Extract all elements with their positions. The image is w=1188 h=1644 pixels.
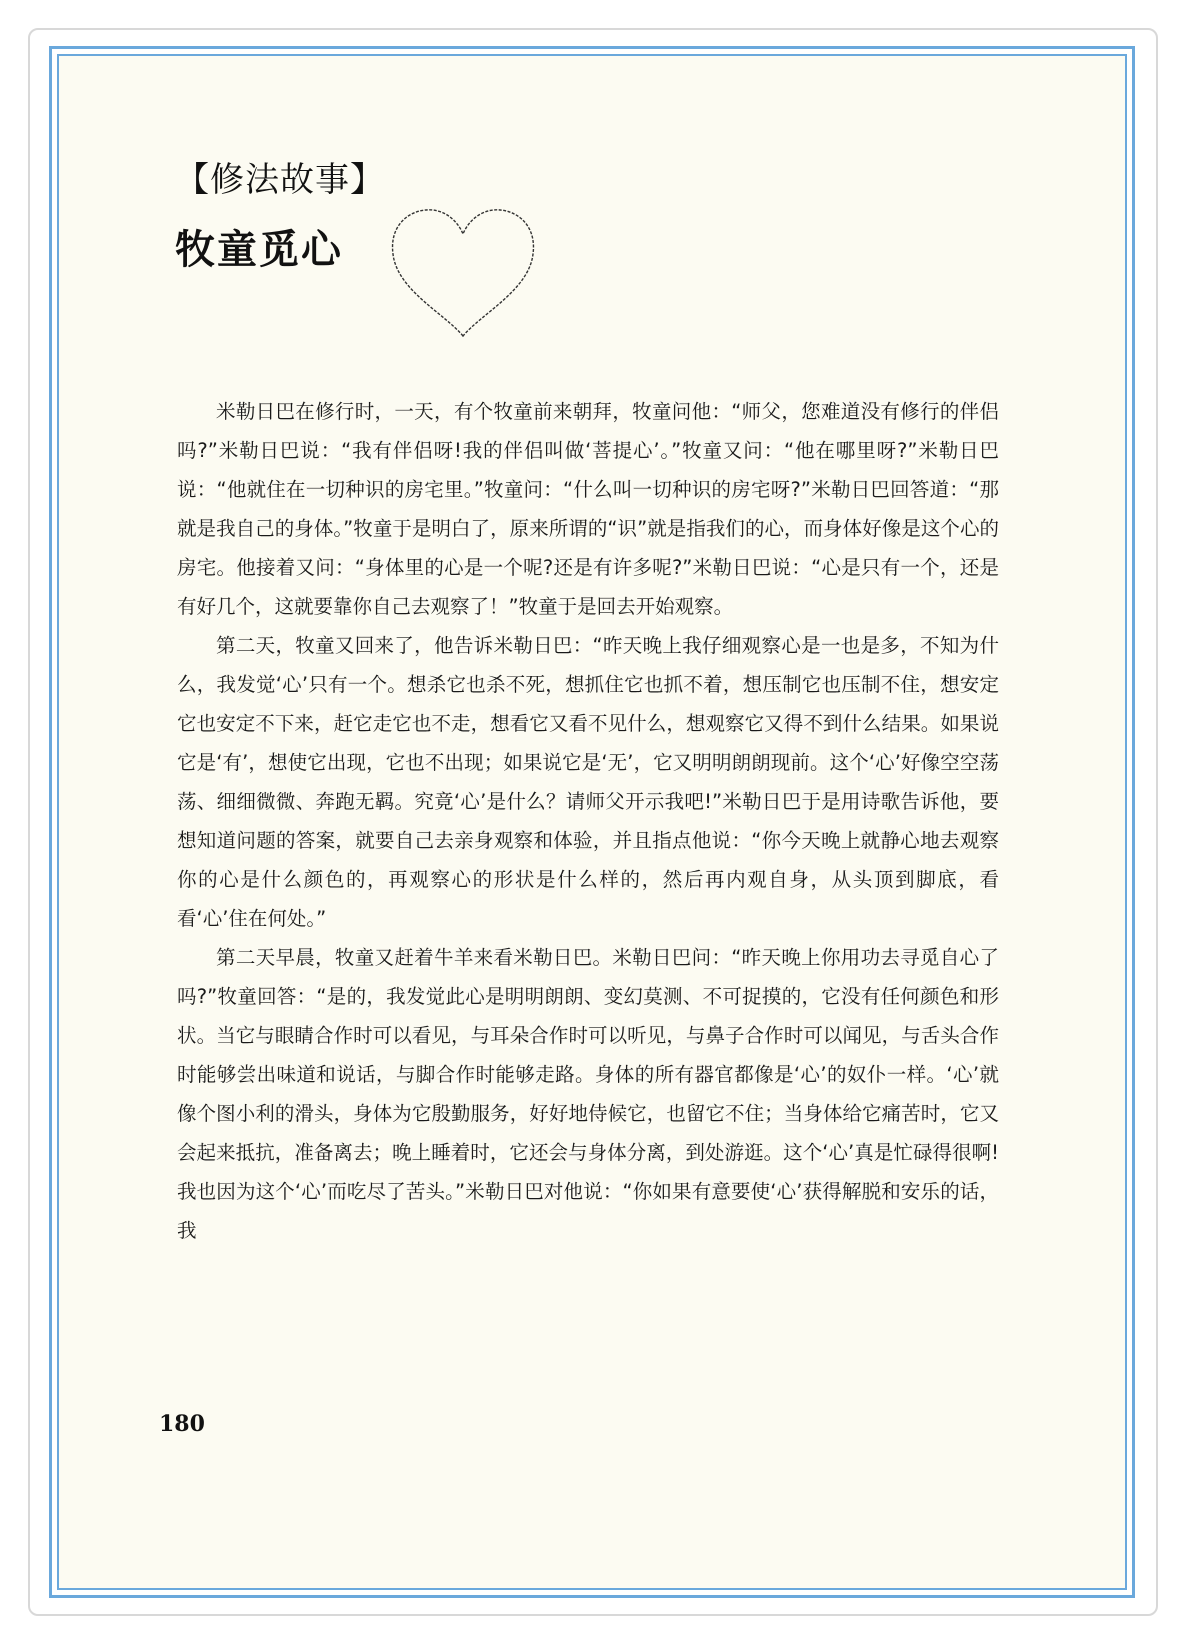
page-content xyxy=(57,54,1127,1590)
story-body xyxy=(177,392,999,1250)
paragraph-2: 第二天，牧童又回来了，他告诉米勒日巴：“昨天晚上我仔细观察心是一也是多，不知为什么，我发觉‘心’只有一个。想杀它也杀不死，想抓住它也抓不着，想压制它也压制不住，想安定它也安定不下来，赶它走它也不走，想看它又看不见什么，想观察它又得不到什么结果。如果说它是‘有’，想使它出现，它也不出现；如果说它是‘无’，它又明明朗朗现前。这个‘心’好像空空荡荡、细细微微、奔跑无羁。究竟‘心’是什么？请师父开示我吧!”米勒日巴于是用诗歌告诉他，要想知道问题的答案，就要自己去亲身观察和体验，并且指点他说：“你今天晚上就静心地去观察你的心是什么颜色的，再观察心的形状是什么样的，然后再内观自身，从头顶到脚底，看看‘心’住在何处。” xyxy=(177,634,999,930)
page-border xyxy=(49,46,1135,1598)
story-title: 牧童觅心 xyxy=(175,227,343,273)
paragraph-3: 第二天早晨，牧童又赶着牛羊来看米勒日巴。米勒日巴问：“昨天晚上你用功去寻觅自心了吗?”牧童回答：“是的，我发觉此心是明明朗朗、变幻莫测、不可捉摸的，它没有任何颜色和形状。当它与眼睛合作时可以看见，与耳朵合作时可以听见，与鼻子合作时可以闻见，与舌头合作时能够尝出味道和说话，与脚合作时能够走路。身体的所有器官都像是‘心’的奴仆一样。‘心’就像个图小利的滑头，身体为它殷勤服务，好好地侍候它，也留它不住；当身体给它痛苦时，它又会起来抵抗，准备离去；晚上睡着时，它还会与身体分离，到处游逛。这个‘心’真是忙碌得很啊!我也因为这个‘心’而吃尽了苦头。”米勒日巴对他说：“你如果有意要使‘心’获得解脱和安乐的话，我 xyxy=(177,946,999,1242)
heart-outline-icon xyxy=(385,202,541,342)
page-number: 180 xyxy=(159,1411,205,1437)
section-label: 【修法故事】 xyxy=(175,160,385,200)
paragraph-1: 米勒日巴在修行时，一天，有个牧童前来朝拜，牧童问他：“师父，您难道没有修行的伴侣吗?”米勒日巴说：“我有伴侣呀!我的伴侣叫做‘菩提心’。”牧童又问：“他在哪里呀?”米勒日巴说：“他就住在一切种识的房宅里。”牧童问：“什么叫一切种识的房宅呀?”米勒日巴回答道：“那就是我自己的身体。”牧童于是明白了，原来所谓的“识”就是指我们的心，而身体好像是这个心的房宅。他接着又问：“身体里的心是一个呢?还是有许多呢?”米勒日巴说：“心是只有一个，还是有好几个，这就要靠你自己去观察了！”牧童于是回去开始观察。 xyxy=(177,400,999,618)
